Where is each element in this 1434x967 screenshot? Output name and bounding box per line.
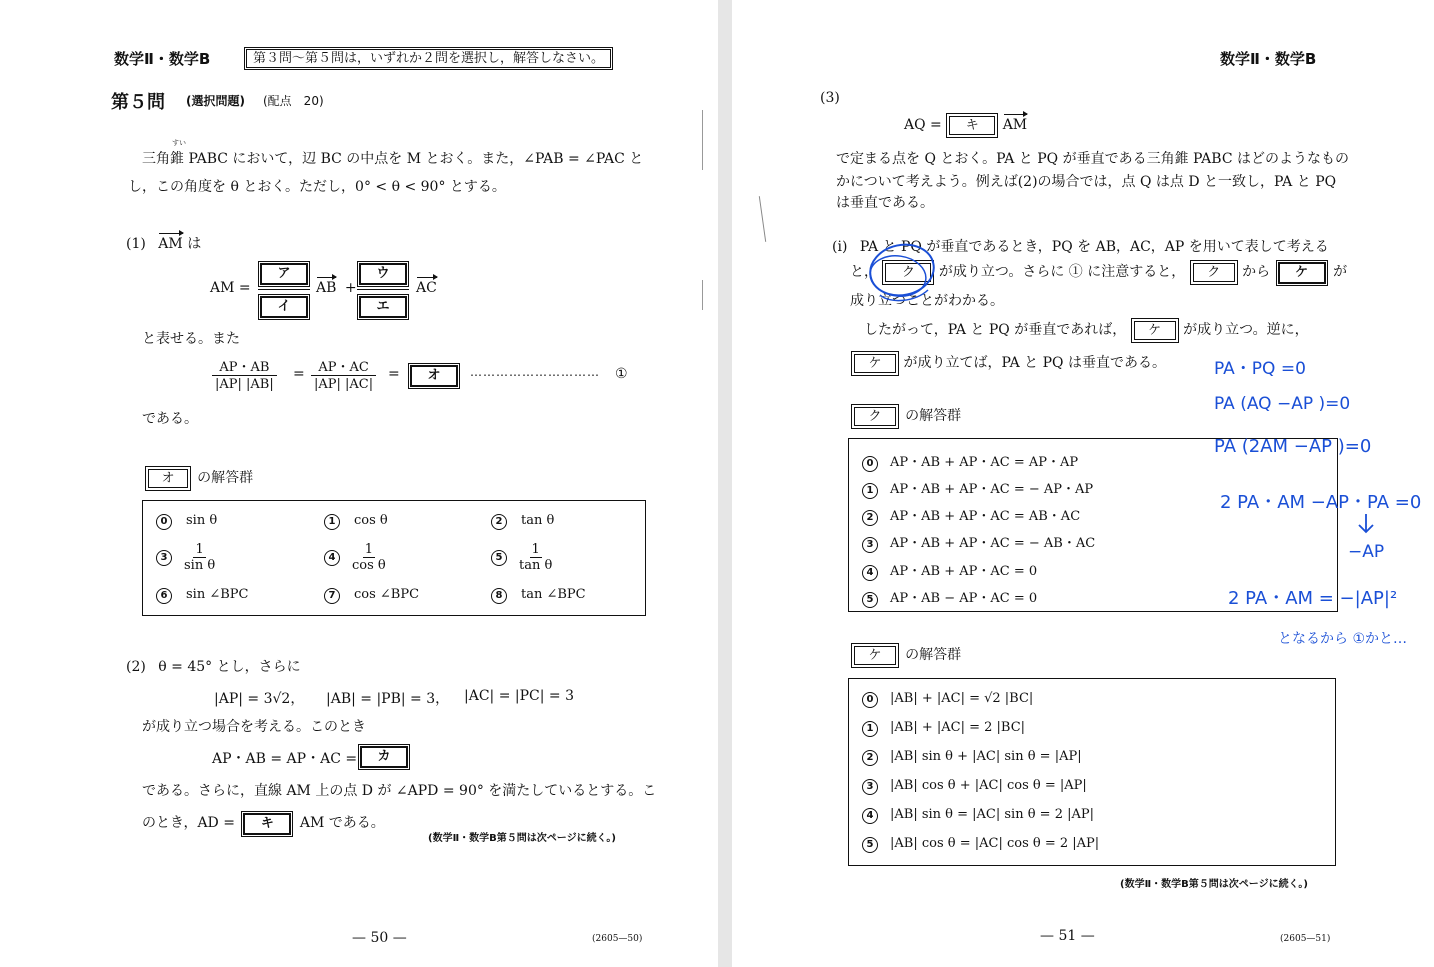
choice-text: |AB| cos θ = |AC| cos θ = 2 |AP| [890, 836, 1100, 851]
ku-choice-1 [862, 478, 1093, 499]
i2-post: が [1333, 264, 1348, 280]
intro-line-2: し，この角度を θ とおく。ただし，0° < θ < 90° とする。 [128, 179, 506, 195]
handwriting-line-5: −AP [1348, 542, 1385, 562]
answer-box-ka-wrap [360, 745, 408, 768]
part2-line4-pre: のとき，AD = [142, 815, 235, 831]
dearu-text: である。 [142, 411, 198, 427]
subpart-text: PA と PQ が垂直であるとき，PQ を AB，AC，AP を用いて表して考える [859, 239, 1329, 255]
part3-i-line4 [864, 319, 1309, 340]
frac-a-i [258, 262, 310, 318]
vector-AM: AM [1002, 117, 1028, 133]
section-instruction: 第３問～第５問は，いずれか２問を選択し，解答しなさい。 [246, 49, 611, 68]
choice-numerator: 1 [364, 542, 374, 557]
o-choice-3 [156, 542, 215, 573]
choice-number: 2 [862, 510, 878, 526]
ke-choice-1 [862, 720, 1025, 737]
answer-box-ke-ref: ケ [1134, 321, 1176, 340]
part2-eq2: |AB| = |PB| = 3， [326, 691, 450, 707]
part2-eq1: |AP| = 3√2， [214, 691, 305, 707]
handwriting-line-4: 2 PA・AM −AP・PA =0 [1220, 492, 1422, 513]
choice-number: 3 [862, 537, 878, 553]
choice-denominator: sin θ [184, 558, 216, 573]
ke-choice-4 [862, 807, 1094, 824]
choice-number: 5 [862, 837, 878, 853]
part3-p1: で定まる点を Q とおく。PA と PQ が垂直である三角錐 PABC はどのようなもの [836, 151, 1349, 167]
choice-number: 0 [862, 692, 878, 708]
choice-number: 5 [862, 592, 878, 608]
ku-group-text: の解答群 [905, 408, 962, 424]
page-number: — 51 — [1040, 928, 1095, 944]
choice-text: sin θ [186, 513, 218, 528]
page-header-subject: 数学Ⅱ・数学B [114, 50, 211, 68]
problem-number: 第５問 [111, 92, 165, 113]
continue-note: (数学Ⅱ・数学B第５問は次ページに続く。) [1120, 879, 1308, 890]
fraction-1 [212, 356, 277, 393]
choice-number: 7 [324, 588, 340, 604]
page-number: — 50 — [352, 930, 407, 946]
vector-AM: AM [158, 236, 183, 252]
ke-group-box: ケ [854, 646, 896, 665]
ke-choice-0 [862, 691, 1033, 708]
ku-group-label [854, 405, 961, 426]
ku-group-box: ク [854, 407, 896, 426]
choice-text: tan ∠BPC [521, 587, 586, 602]
o-group-label [148, 467, 253, 488]
o-group-text: の解答群 [197, 470, 254, 486]
choice-text: cos θ [354, 513, 388, 528]
equation-marker-1: ① [615, 366, 628, 382]
furigana: すい [172, 139, 186, 147]
handwriting-line-7: となるから ①かと… [1278, 631, 1408, 647]
choice-number: 5 [491, 550, 507, 566]
answer-box-u: ウ [359, 263, 407, 285]
o-group-box: オ [148, 469, 188, 488]
answer-box-o-wrap [410, 364, 458, 387]
ke-group-label [854, 644, 961, 665]
choice-number: 3 [862, 779, 878, 795]
vector-AC: AC [416, 280, 437, 296]
part3-label: (3) [820, 90, 840, 106]
choice-number: 1 [862, 721, 878, 737]
choice-number: 2 [491, 514, 507, 530]
choice-number: 4 [862, 808, 878, 824]
answer-box-ku-ref: ク [1193, 263, 1235, 282]
choice-text: sin ∠BPC [186, 587, 249, 602]
frac-u-e [357, 262, 409, 318]
equals-2: = [388, 366, 400, 382]
o-choice-2 [491, 513, 554, 530]
choice-text: |AB| + |AC| = 2 |BC| [890, 720, 1026, 735]
choice-number: 4 [324, 550, 340, 566]
problem-points: (配点 20) [263, 94, 324, 108]
choice-number: 1 [862, 483, 878, 499]
vector-AB: AB [316, 280, 337, 296]
answer-box-ki-ref: キ [949, 116, 995, 135]
ke-choice-5 [862, 836, 1099, 853]
page-header-subject: 数学Ⅱ・数学B [1220, 50, 1317, 68]
i4-pre: したがって，PA と PQ が垂直であれば， [864, 322, 1127, 338]
i2-mid: が成り立つ。さらに ① に注意すると， [938, 264, 1186, 280]
choice-number: 0 [862, 456, 878, 472]
choice-number: 2 [862, 750, 878, 766]
part2-line4 [142, 812, 385, 835]
answer-box-o: オ [410, 365, 458, 387]
right-page [732, 0, 1434, 967]
fraction-1-denominator: |AP| |AB| [215, 377, 274, 392]
continue-note: (数学Ⅱ・数学B第５問は次ページに続く。) [428, 833, 616, 844]
part1-heading [126, 233, 201, 253]
choice-text: |AB| + |AC| = √2 |BC| [890, 691, 1034, 706]
expression-text: と表せる。また [142, 331, 240, 347]
answer-box-ka: カ [360, 746, 408, 768]
ke-choice-2 [862, 749, 1082, 766]
i4-post: が成り立つ。逆に， [1183, 322, 1309, 338]
part3-i-line5 [854, 352, 1166, 373]
part2-line2: が成り立つ場合を考える。このとき [142, 719, 366, 735]
choice-number: 4 [862, 565, 878, 581]
answer-box-e: エ [359, 296, 407, 318]
answer-box-ku: ク [885, 263, 931, 282]
choice-text: |AB| sin θ + |AC| sin θ = |AP| [890, 749, 1082, 764]
ku-choice-4 [862, 560, 1037, 581]
part3-p2: かについて考えよう。例えば(2)の場合では，点 Q は点 D と一致し，PA と PQ [836, 174, 1337, 190]
fraction-2 [311, 356, 376, 393]
handwriting-line-3: PA (2AM −AP )=0 [1214, 436, 1372, 457]
page-code: (2605—51) [1280, 934, 1331, 944]
ku-choice-5 [862, 587, 1037, 608]
scan-mark [759, 196, 766, 242]
choice-text: AP・AB + AP・AC = 0 [890, 564, 1038, 579]
answer-box-a: ア [260, 263, 308, 285]
o-choice-4 [324, 542, 386, 573]
part-label: (1) [126, 236, 146, 252]
answer-box-i: イ [260, 296, 308, 318]
fraction-1-numerator: AP・AB [212, 356, 277, 376]
answer-box-ke-ref: ケ [854, 354, 896, 373]
part-label: (2) [126, 659, 146, 675]
choice-text: tan θ [521, 513, 555, 528]
fraction-2-numerator: AP・AC [311, 356, 376, 376]
handwriting-line-6: 2 PA・AM = −|AP|² [1228, 588, 1398, 609]
part2-line3: である。さらに，直線 AM 上の点 D が ∠APD = 90° を満たしているとする。こ [142, 783, 657, 799]
choice-text: AP・AB + AP・AC = AP・AP [890, 455, 1079, 470]
part2-eq3: |AC| = |PC| = 3 [464, 688, 574, 704]
choice-number: 6 [156, 588, 172, 604]
choice-number: 1 [324, 514, 340, 530]
i5-post: が成り立てば，PA と PQ は垂直である。 [903, 355, 1166, 371]
o-choice-1 [324, 513, 388, 530]
problem-tag: (選択問題) [186, 94, 245, 108]
choice-text: AP・AB + AP・AC = − AB・AC [890, 536, 1096, 551]
scan-mark [702, 280, 703, 310]
i2-pre: と， [850, 264, 878, 280]
choice-numerator: 1 [531, 542, 540, 557]
subpart-label: (i) [832, 239, 848, 255]
part2-dot-eq: AP・AB = AP・AC = [212, 751, 358, 767]
page-code: (2605—50) [592, 934, 643, 944]
ku-choice-3 [862, 532, 1095, 553]
o-choice-6 [156, 587, 248, 604]
equals-1: = [293, 366, 305, 382]
handwritten-circle-mark [860, 240, 950, 310]
choice-text: AP・AB + AP・AC = − AP・AP [890, 482, 1094, 497]
answer-box-ke: ケ [1278, 262, 1326, 284]
choice-number: 8 [491, 588, 507, 604]
aq-equation [904, 116, 1027, 135]
scan-mark [702, 110, 703, 170]
plus-sign: + [344, 280, 357, 296]
am-rhs-ac [416, 280, 437, 296]
ku-choice-2 [862, 505, 1080, 526]
part3-i-line3: 成り立つことがわかる。 [850, 293, 1004, 309]
choice-numerator: 1 [195, 542, 204, 557]
part2-heading [126, 656, 301, 676]
part3-p3: は垂直である。 [836, 195, 934, 211]
o-choice-5 [491, 542, 552, 573]
ke-choice-3 [862, 778, 1087, 795]
fraction-2-denominator: |AP| |AC| [314, 377, 374, 392]
answer-box-ki: キ [243, 813, 291, 835]
choice-denominator: cos θ [352, 558, 386, 573]
part2-condition: θ = 45° とし，さらに [158, 659, 301, 675]
am-rhs-ab [316, 280, 357, 296]
o-choice-0 [156, 513, 217, 530]
leader-dots: ………………………… [470, 365, 600, 379]
handwriting-line-1: PA・PQ =0 [1214, 359, 1306, 379]
choice-number: 3 [156, 550, 172, 566]
am-lhs: AM = [210, 280, 251, 296]
handwritten-arrow [1354, 512, 1378, 536]
choice-text: |AB| cos θ + |AC| cos θ = |AP| [890, 778, 1087, 793]
i2-kara: から [1242, 264, 1271, 280]
choice-text: AP・AB − AP・AC = 0 [890, 591, 1038, 606]
choice-denominator: tan θ [519, 558, 553, 573]
choice-number: 0 [156, 514, 172, 530]
choice-text: |AB| sin θ = |AC| sin θ = 2 |AP| [890, 807, 1094, 822]
ku-choice-0 [862, 451, 1078, 472]
part1-ha: は [187, 236, 202, 252]
part2-line4-post: AM である。 [299, 815, 385, 831]
o-choice-8 [491, 587, 586, 604]
ke-group-text: の解答群 [905, 647, 962, 663]
aq-lhs: AQ = [904, 117, 942, 133]
choice-text: cos ∠BPC [354, 587, 420, 602]
handwriting-line-2: PA (AQ −AP )=0 [1214, 394, 1351, 414]
intro-line-1: 三角錐 PABC において，辺 BC の中点を M とおく。また，∠PAB = ∠PAC と [142, 151, 644, 167]
choice-text: AP・AB + AP・AC = AB・AC [890, 509, 1081, 524]
o-choice-7 [324, 587, 419, 604]
